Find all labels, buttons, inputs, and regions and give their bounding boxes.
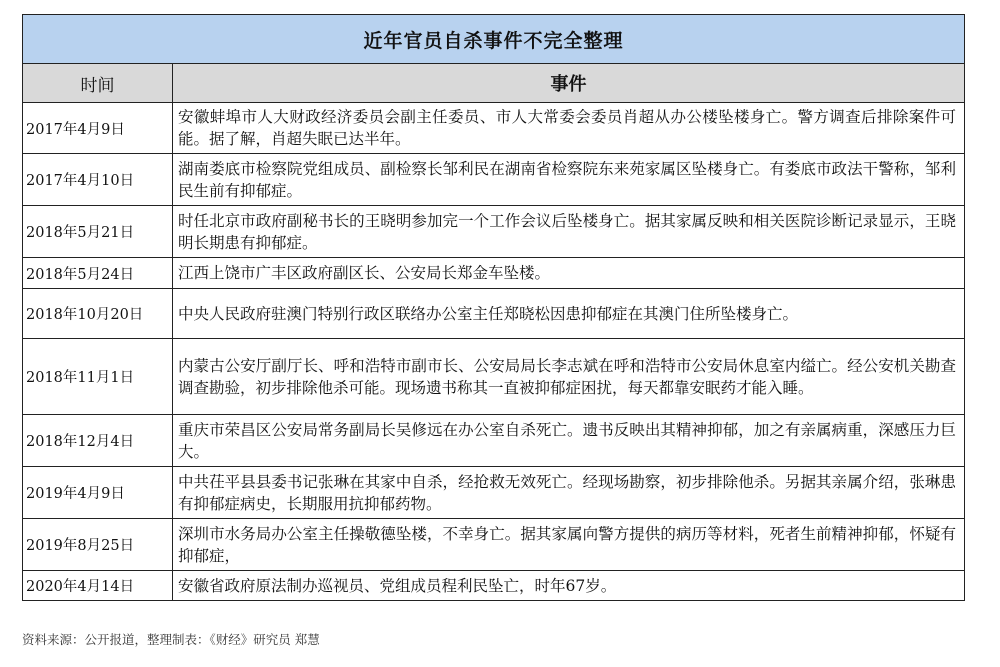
table-row	[23, 258, 965, 289]
table-row	[23, 289, 965, 339]
row-date: 2018年10月20日	[23, 289, 173, 339]
row-date: 2018年5月21日	[23, 206, 173, 258]
row-date: 2018年11月1日	[23, 339, 173, 415]
row-event: 中共茌平县县委书记张琳在其家中自杀，经抢救无效死亡。经现场勘察，初步排除他杀。另据其亲属介绍，张琳患有抑郁症病史，长期服用抗抑郁药物。	[173, 467, 965, 519]
table-row	[23, 339, 965, 415]
row-date: 2018年12月4日	[23, 415, 173, 467]
row-event: 深圳市水务局办公室主任操敬德坠楼，不幸身亡。据其家属向警方提供的病历等材料，死者生前精神抑郁，怀疑有抑郁症，	[173, 519, 965, 571]
row-event: 江西上饶市广丰区政府副区长、公安局长郑金车坠楼。	[173, 258, 965, 289]
table-row	[23, 415, 965, 467]
table-title: 近年官员自杀事件不完全整理	[23, 15, 965, 64]
source-note: 资料来源：公开报道，整理制表：《财经》研究员 郑慧	[22, 632, 320, 647]
table-row	[23, 467, 965, 519]
header-time: 时间	[23, 64, 173, 103]
table-row	[23, 519, 965, 571]
table-row	[23, 103, 965, 154]
row-date: 2018年5月24日	[23, 258, 173, 289]
table-row	[23, 206, 965, 258]
row-event: 安徽蚌埠市人大财政经济委员会副主任委员、市人大常委会委员肖超从办公楼坠楼身亡。警方调查后排除案件可能。据了解，肖超失眠已达半年。	[173, 103, 965, 154]
row-date: 2017年4月10日	[23, 154, 173, 206]
table-row	[23, 571, 965, 601]
row-event: 时任北京市政府副秘书长的王晓明参加完一个工作会议后坠楼身亡。据其家属反映和相关医院诊断记录显示，王晓明长期患有抑郁症。	[173, 206, 965, 258]
row-date: 2019年4月9日	[23, 467, 173, 519]
row-date: 2020年4月14日	[23, 571, 173, 601]
row-event: 湖南娄底市检察院党组成员、副检察长邹利民在湖南省检察院东来苑家属区坠楼身亡。有娄底市政法干警称，邹利民生前有抑郁症。	[173, 154, 965, 206]
row-event: 安徽省政府原法制办巡视员、党组成员程利民坠亡，时年67岁。	[173, 571, 965, 601]
header-event: 事件	[173, 64, 965, 103]
row-event: 中央人民政府驻澳门特别行政区联络办公室主任郑晓松因患抑郁症在其澳门住所坠楼身亡。	[173, 289, 965, 339]
row-event: 重庆市荣昌区公安局常务副局长吴修远在办公室自杀死亡。遗书反映出其精神抑郁，加之有亲属病重，深感压力巨大。	[173, 415, 965, 467]
table-row	[23, 154, 965, 206]
row-date: 2019年8月25日	[23, 519, 173, 571]
row-date: 2017年4月9日	[23, 103, 173, 154]
officials-table	[22, 14, 965, 601]
row-event: 内蒙古公安厅副厅长、呼和浩特市副市长、公安局局长李志斌在呼和浩特市公安局休息室内缢亡。经公安机关勘查调查勘验，初步排除他杀可能。现场遗书称其一直被抑郁症困扰，每天都靠安眠药才能入睡。	[173, 339, 965, 415]
